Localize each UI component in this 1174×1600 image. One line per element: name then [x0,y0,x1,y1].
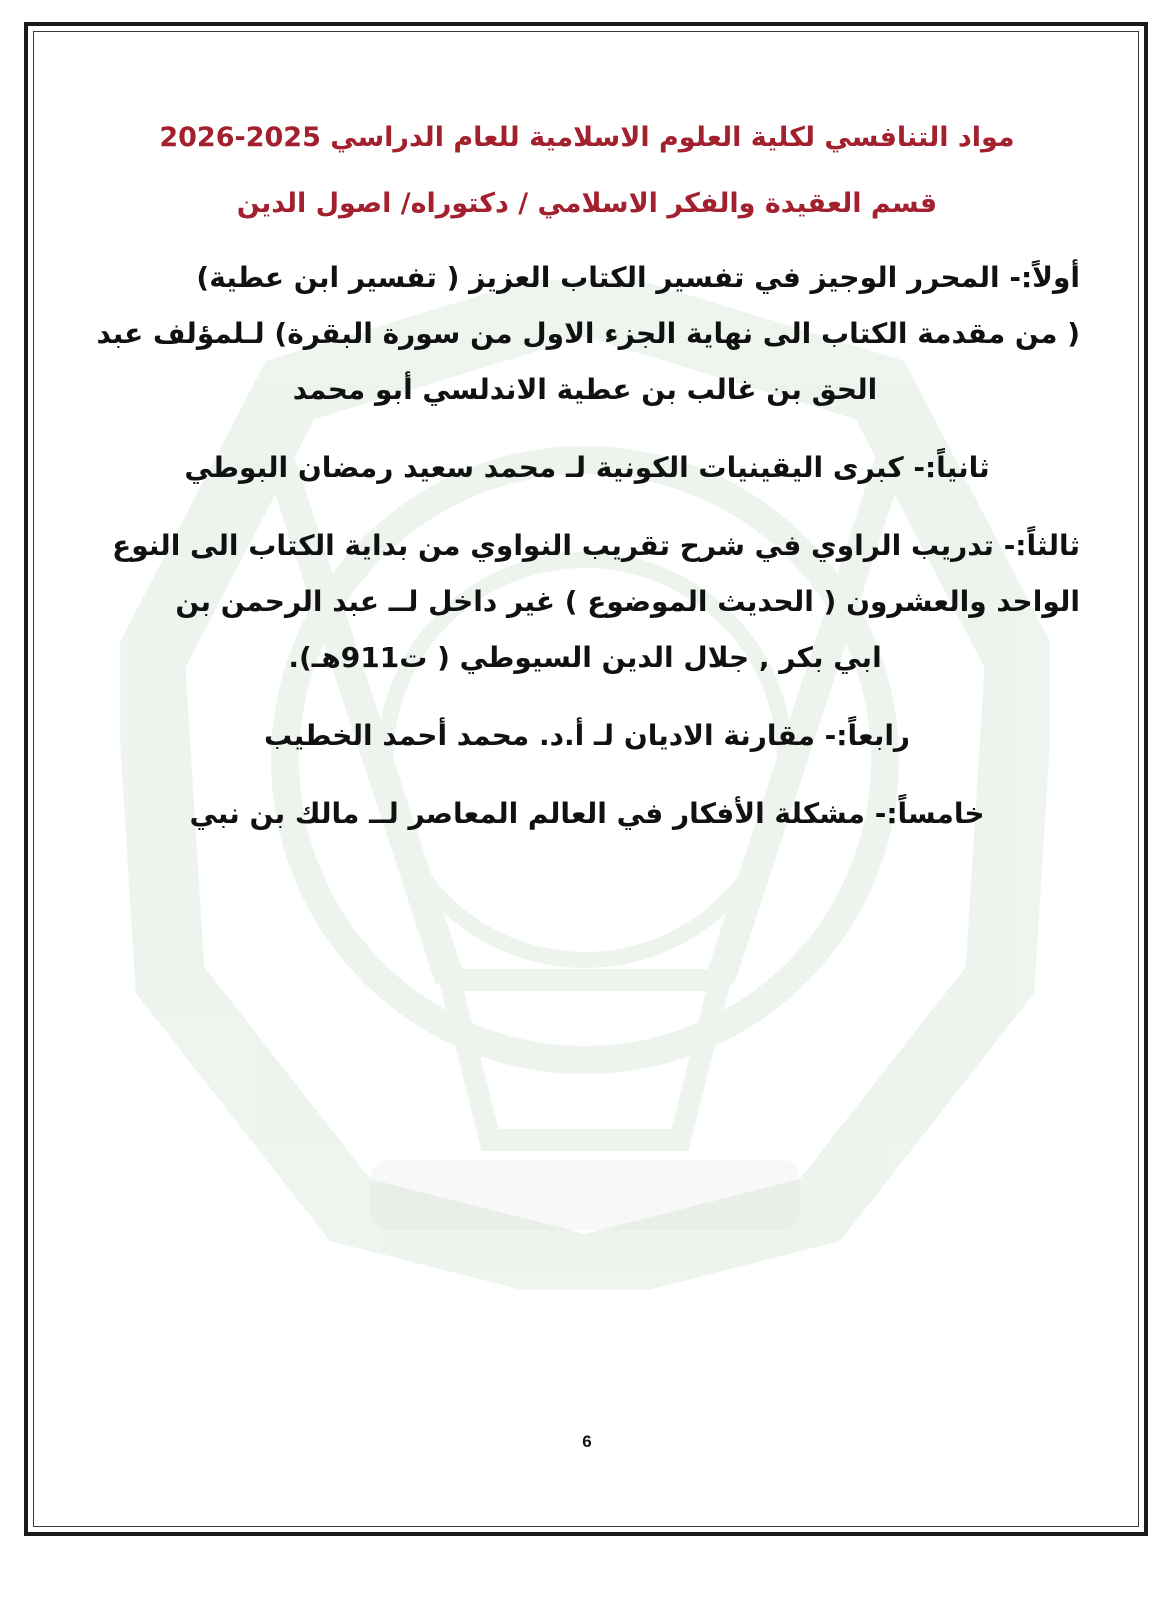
department-subtitle: قسم العقيدة والفكر الاسلامي / دكتوراه/ اصول الدين [236,188,938,219]
list-item-line: رابعاً:- مقارنة الاديان لـ أ.د. محمد أحمد الخطيب [263,719,911,752]
list-item-line: ثالثاً:- تدريب الراوي في شرح تقريب النواوي من بداية الكتاب الى النوع [112,529,1080,562]
page-number: 6 [582,1432,592,1451]
list-item-fourth [90,708,1084,764]
list-item-fifth [90,786,1084,842]
list-item-line: الحق بن غالب بن عطية الاندلسي أبو محمد [292,373,878,406]
document-body [90,118,1084,864]
list-item-second [90,440,1084,496]
list-item-line: ( من مقدمة الكتاب الى نهاية الجزء الاول من سورة البقرة) لـلمؤلف عبد [96,317,1080,350]
document-title: مواد التنافسي لكلية العلوم الاسلامية للعام الدراسي 2025-2026 [159,122,1015,153]
list-item-line: خامساً:- مشكلة الأفكار في العالم المعاصر لــ مالك بن نبي [189,797,985,830]
list-item-line: الواحد والعشرون ( الحديث الموضوع ) غير داخل لــ عبد الرحمن بن [175,585,1080,618]
list-item-line: أولاً:- المحرر الوجيز في تفسير الكتاب العزيز ( تفسير ابن عطية) [196,261,1080,294]
list-item-line: ابي بكر , جلال الدين السيوطي ( ت911هـ). [288,641,882,674]
list-item-third [90,518,1084,686]
list-item-first [90,250,1084,418]
list-item-line: ثانياً:- كبرى اليقينيات الكونية لـ محمد سعيد رمضان البوطي [184,451,990,484]
